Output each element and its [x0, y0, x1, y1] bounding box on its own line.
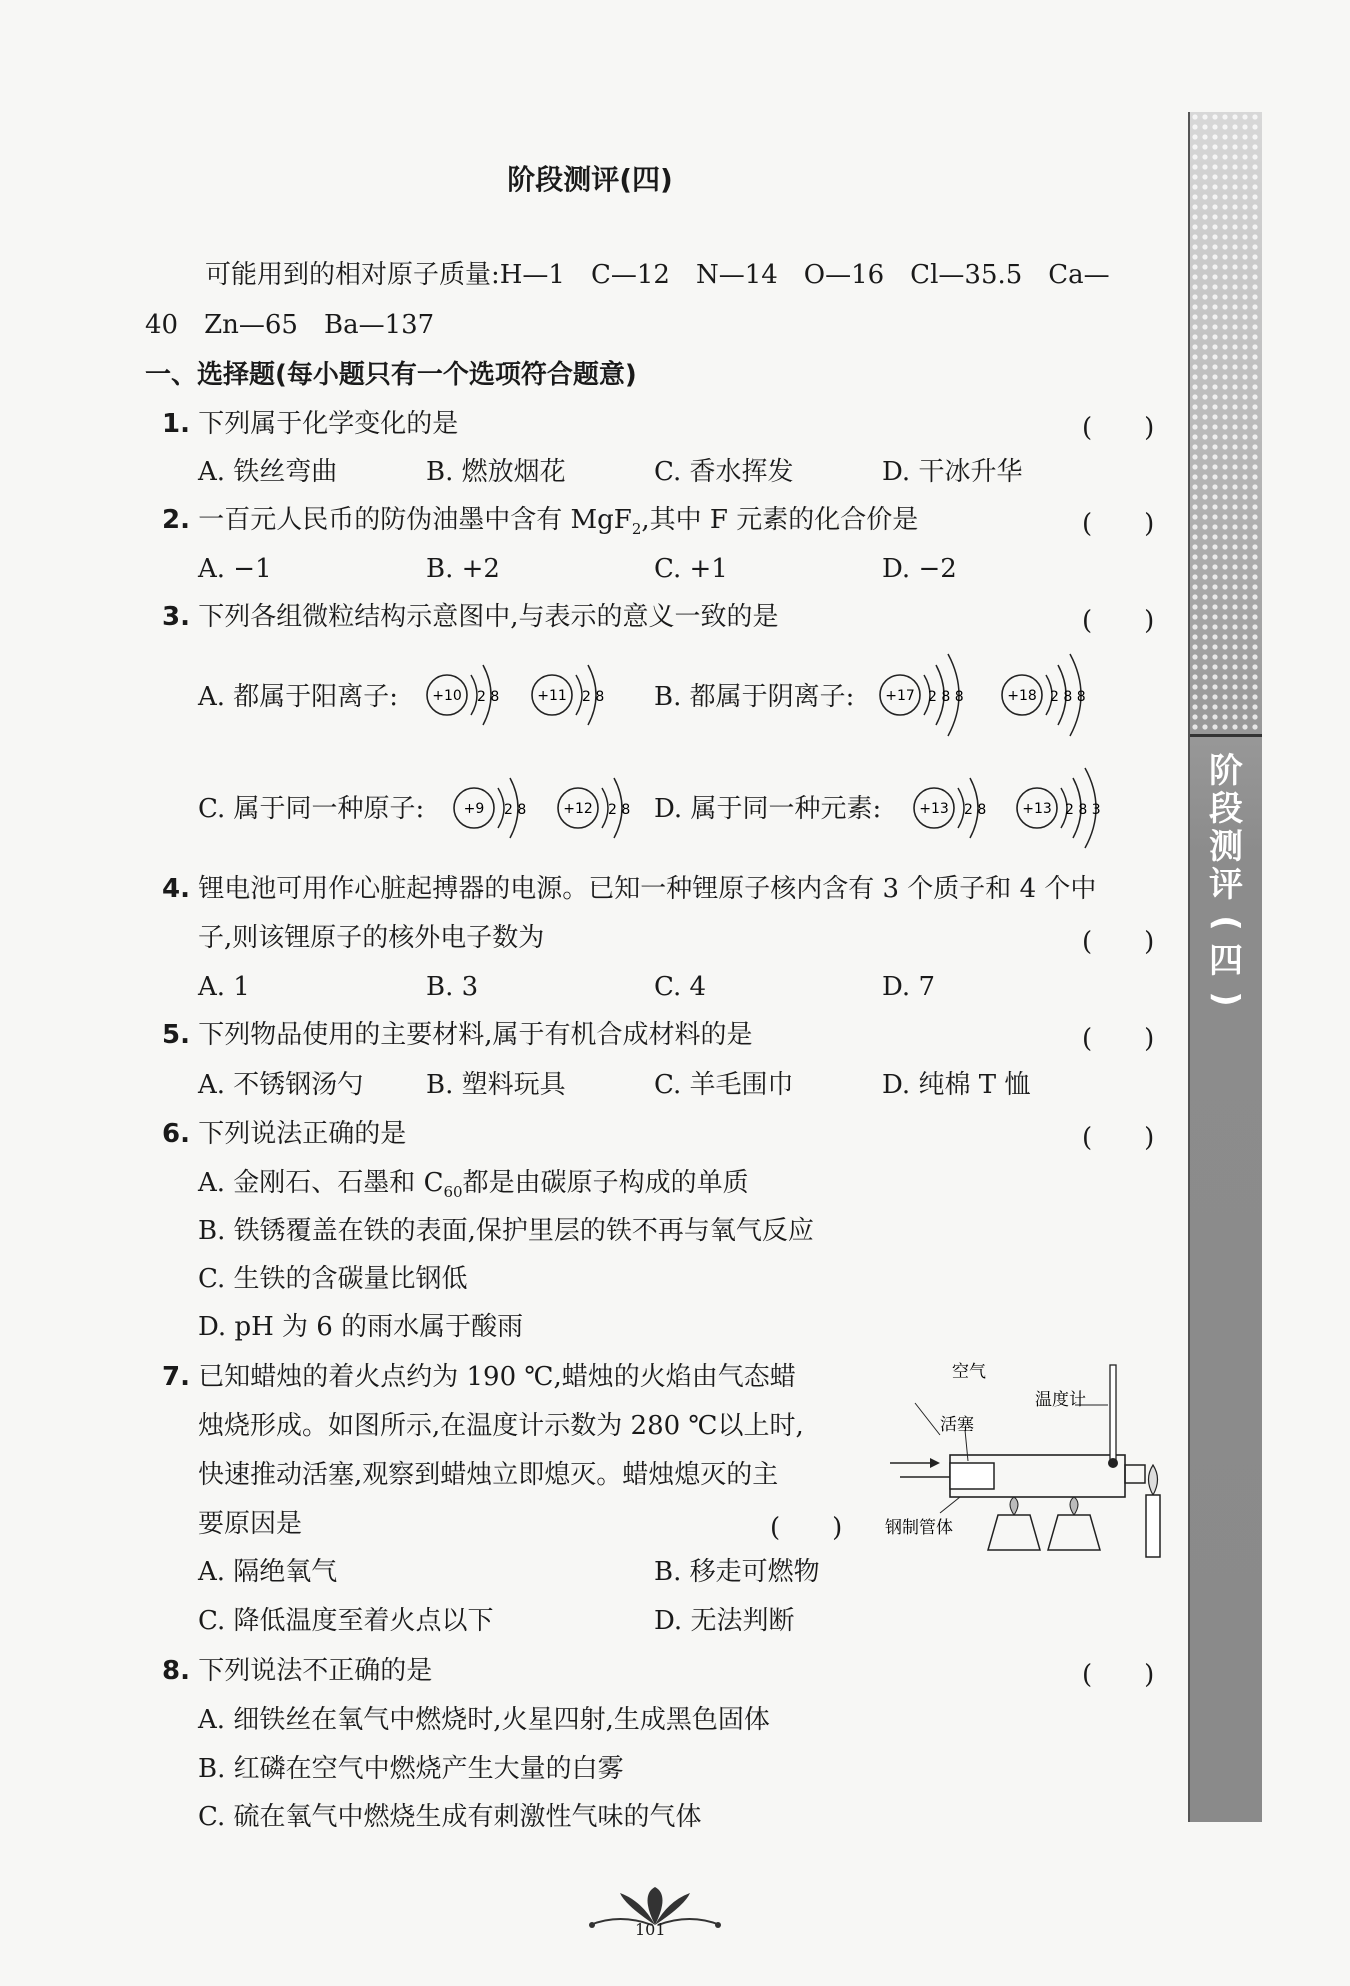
option-c: C. 硫在氧气中燃烧生成有刺激性气味的气体 — [198, 1802, 702, 1832]
answer-blank: ( ) — [1082, 606, 1155, 636]
option-b: B. +2 — [426, 554, 500, 584]
question-number: 8. — [162, 1656, 190, 1686]
answer-blank: ( ) — [1082, 509, 1155, 539]
answer-blank: ( ) — [1082, 1660, 1155, 1690]
atom-diagram-c2 — [556, 768, 646, 848]
option-c: C. 降低温度至着火点以下 — [198, 1606, 494, 1636]
side-char: ( — [1206, 915, 1246, 931]
question-stem: 下列属于化学变化的是 — [198, 409, 459, 439]
subscript: 2 — [631, 520, 642, 539]
option-d: D. 纯棉 T 恤 — [882, 1070, 1031, 1100]
question-stem: 下列各组微粒结构示意图中,与表示的意义一致的是 — [198, 602, 779, 632]
option-b: B. 红磷在空气中燃烧产生大量的白雾 — [198, 1754, 624, 1784]
question-7-cont: 要原因是 — [198, 1509, 303, 1539]
question-4 — [162, 872, 1096, 906]
option-c: C. 羊毛围巾 — [654, 1070, 794, 1100]
question-stem: 锂电池可用作心脏起搏器的电源。已知一种锂原子核内含有 3 个质子和 4 个中 — [198, 874, 1097, 904]
side-tab — [1188, 112, 1262, 1822]
section-heading: 一、选择题(每小题只有一个选项符合题意) — [145, 360, 637, 390]
option-d: D. 7 — [882, 972, 935, 1002]
question-number: 4. — [162, 874, 190, 904]
question-8 — [162, 1654, 432, 1688]
question-7-cont: 烛烧形成。如图所示,在温度计示数为 280 ℃以上时, — [198, 1411, 804, 1441]
option-b: B. 3 — [426, 972, 479, 1002]
side-tab-label — [1190, 752, 1262, 1018]
option-c: C. 4 — [654, 972, 707, 1002]
question-number: 5. — [162, 1020, 190, 1050]
option-a: A. 细铁丝在氧气中燃烧时,火星四射,生成黑色固体 — [198, 1705, 770, 1735]
option-b: B. 都属于阴离子: — [654, 682, 855, 712]
side-char: 阶 — [1209, 751, 1243, 791]
question-number: 2. — [162, 505, 190, 535]
option-a: A. 不锈钢汤勺 — [198, 1070, 364, 1100]
label-air: 空气 — [952, 1362, 986, 1382]
nucleus-label: +17 — [885, 688, 915, 704]
question-5 — [162, 1018, 753, 1052]
question-number: 7. — [162, 1362, 190, 1392]
answer-blank: ( ) — [1082, 413, 1155, 443]
question-number: 1. — [162, 409, 190, 439]
label-piston: 活塞 — [940, 1415, 974, 1435]
option-d: D. 干冰升华 — [882, 457, 1023, 487]
page-title: 阶段测评(四) — [507, 163, 673, 196]
option-b: B. 移走可燃物 — [654, 1557, 820, 1587]
atom-diagram-b1 — [878, 648, 983, 742]
page-number: 101 — [635, 1920, 666, 1939]
question-7 — [162, 1360, 796, 1394]
question-stem: 下列物品使用的主要材料,属于有机合成材料的是 — [198, 1020, 753, 1050]
nucleus-label: +9 — [463, 801, 485, 817]
atom-diagram-d1 — [912, 768, 1002, 848]
option-d: D. pH 为 6 的雨水属于酸雨 — [198, 1312, 524, 1342]
question-number: 6. — [162, 1119, 190, 1149]
option-b: B. 塑料玩具 — [426, 1070, 566, 1100]
nucleus-label: +12 — [563, 801, 593, 817]
answer-blank: ( ) — [1082, 927, 1155, 957]
question-2 — [162, 503, 918, 546]
intro-line-2: 40 Zn—65 Ba—137 — [145, 310, 435, 340]
atom-diagram-d2 — [1015, 762, 1120, 854]
atom-diagram-c1 — [452, 768, 542, 848]
question-stem: 下列说法不正确的是 — [198, 1656, 433, 1686]
side-char: 四 — [1209, 941, 1243, 981]
nucleus-label: +18 — [1007, 688, 1037, 704]
question-4-cont: 子,则该锂原子的核外电子数为 — [198, 923, 545, 953]
side-tab-divider — [1190, 734, 1262, 737]
shell-electrons: 2 8 8 — [1050, 689, 1086, 705]
label-thermometer: 温度计 — [1035, 1390, 1086, 1410]
side-char: ) — [1206, 991, 1246, 1007]
question-stem: 已知蜡烛的着火点约为 190 ℃,蜡烛的火焰由气态蜡 — [198, 1362, 796, 1392]
question-6 — [162, 1117, 406, 1151]
intro-line-1: 可能用到的相对原子质量:H—1 C—12 N—14 O—16 Cl—35.5 Ca— — [205, 260, 1110, 290]
candle-apparatus-figure — [880, 1355, 1180, 1570]
side-char: 测 — [1209, 827, 1243, 867]
question-1 — [162, 407, 458, 441]
option-a: A. 隔绝氧气 — [198, 1557, 338, 1587]
nucleus-label: +11 — [537, 688, 567, 704]
side-char: 评 — [1209, 865, 1243, 905]
subscript: 60 — [443, 1183, 463, 1202]
option-b: B. 燃放烟花 — [426, 457, 566, 487]
nucleus-label: +13 — [919, 801, 949, 817]
question-3 — [162, 600, 779, 634]
option-text: A. 金刚石、石墨和 C — [198, 1168, 444, 1198]
shell-electrons: 2 8 — [582, 689, 605, 705]
option-c: C. 生铁的含碳量比钢低 — [198, 1264, 468, 1294]
question-stem: 下列说法正确的是 — [198, 1119, 407, 1149]
atom-diagram-a1 — [425, 655, 515, 735]
label-steel-tube: 钢制管体 — [885, 1518, 953, 1538]
question-7-cont: 快速推动活塞,观察到蜡烛立即熄灭。蜡烛熄灭的主 — [198, 1460, 779, 1490]
atom-diagram-a2 — [530, 655, 620, 735]
question-stem: 一百元人民币的防伪油墨中含有 MgF — [198, 505, 632, 535]
answer-blank: ( ) — [770, 1513, 843, 1543]
nucleus-label: +13 — [1022, 801, 1052, 817]
answer-blank: ( ) — [1082, 1024, 1155, 1054]
halftone-pattern — [1190, 112, 1262, 732]
option-d: D. −2 — [882, 554, 957, 584]
question-number: 3. — [162, 602, 190, 632]
side-char: 段 — [1209, 789, 1243, 829]
answer-blank: ( ) — [1082, 1123, 1155, 1153]
option-d: D. 无法判断 — [654, 1606, 795, 1636]
shell-electrons: 2 8 3 — [1065, 802, 1101, 818]
question-stem: ,其中 F 元素的化合价是 — [641, 505, 919, 535]
option-a: A. 1 — [198, 972, 250, 1002]
shell-electrons: 2 8 — [964, 802, 987, 818]
option-c: C. 香水挥发 — [654, 457, 794, 487]
shell-electrons: 2 8 — [504, 802, 527, 818]
option-a: A. −1 — [198, 554, 272, 584]
option-a — [198, 1166, 749, 1209]
shell-electrons: 2 8 8 — [928, 689, 964, 705]
option-c: C. 属于同一种原子: — [198, 794, 425, 824]
option-d: D. 属于同一种元素: — [654, 794, 882, 824]
atom-diagram-b2 — [1000, 648, 1105, 742]
nucleus-label: +10 — [432, 688, 462, 704]
shell-electrons: 2 8 — [608, 802, 631, 818]
option-a: A. 都属于阳离子: — [198, 682, 399, 712]
option-b: B. 铁锈覆盖在铁的表面,保护里层的铁不再与氧气反应 — [198, 1216, 814, 1246]
option-c: C. +1 — [654, 554, 728, 584]
shell-electrons: 2 8 — [477, 689, 500, 705]
option-a: A. 铁丝弯曲 — [198, 457, 338, 487]
option-text: 都是由碳原子构成的单质 — [462, 1168, 749, 1198]
